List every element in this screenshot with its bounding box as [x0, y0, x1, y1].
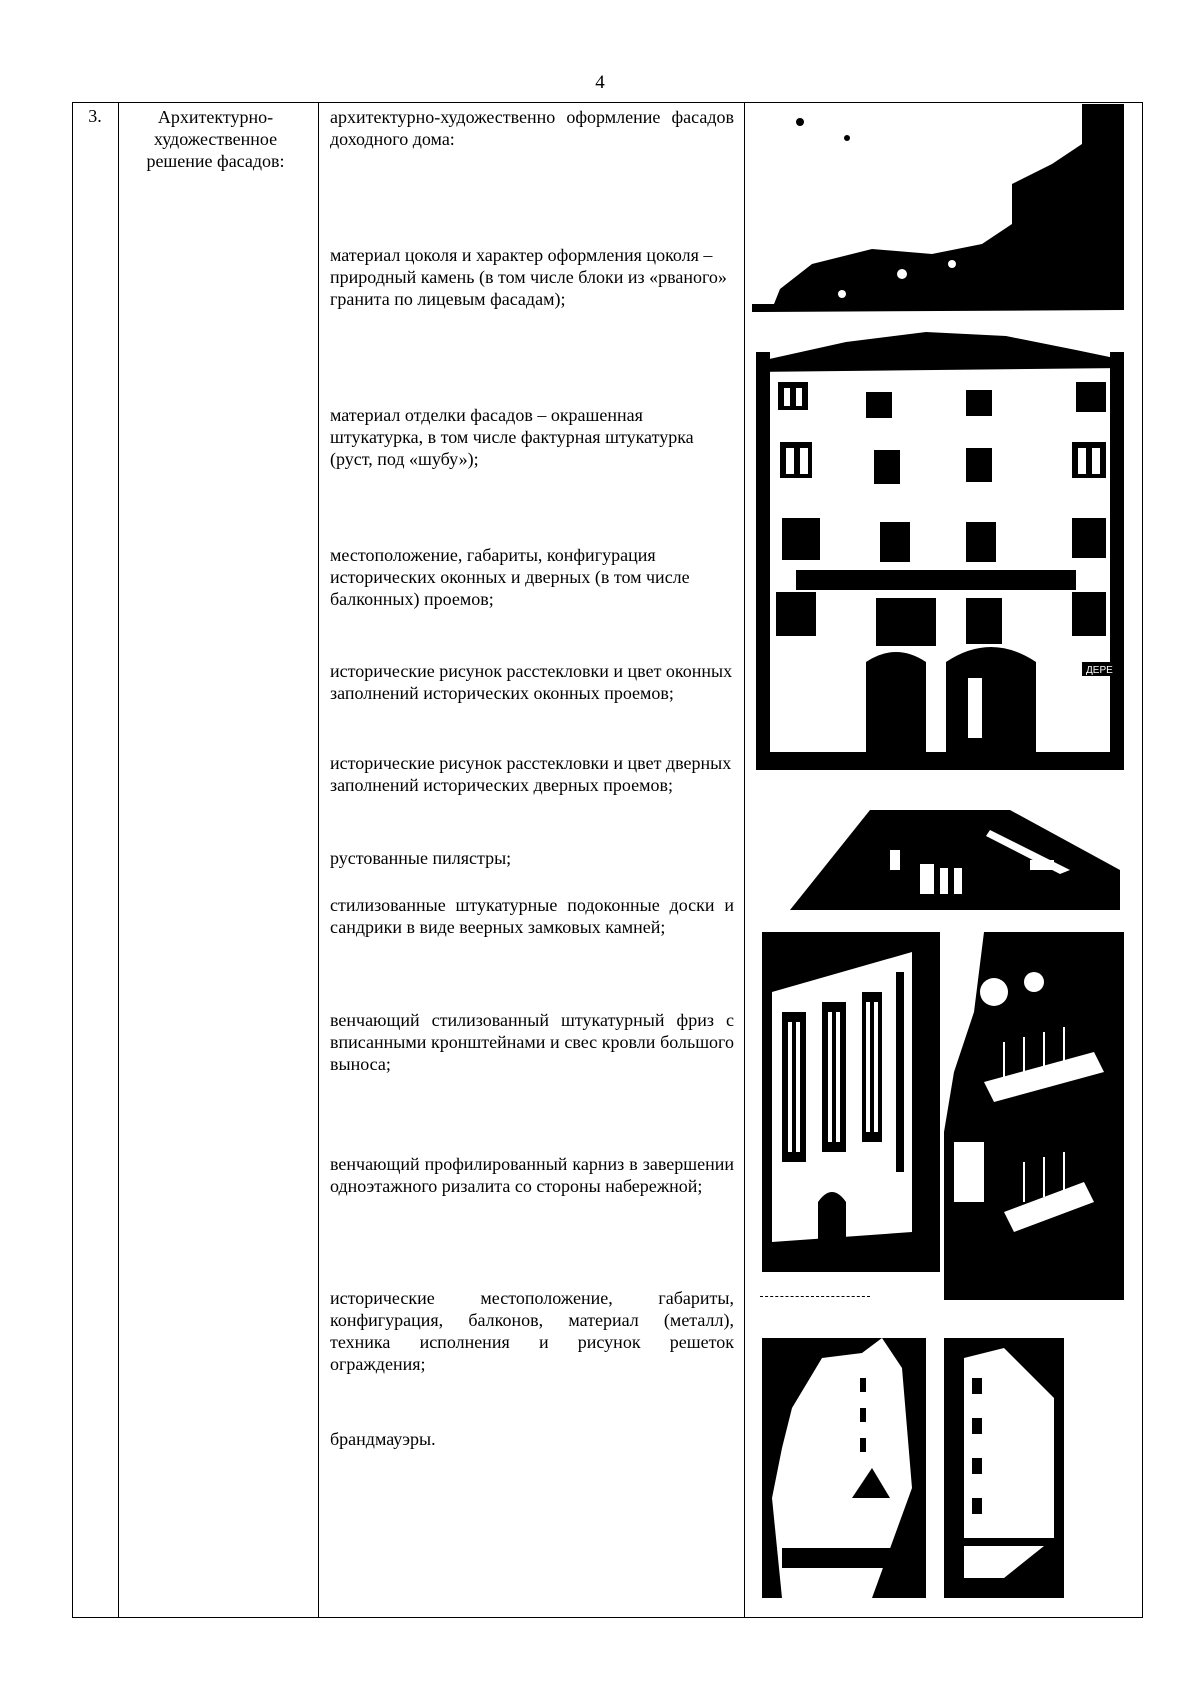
- photo-facade-angle: [762, 932, 940, 1272]
- photo-facade-top: [752, 104, 1124, 316]
- photo-facade-main: [756, 322, 1124, 770]
- description-item: стилизованные штукатурные подоконные доски и сандрики в виде веерных замковых камней;: [330, 895, 734, 937]
- description-item: венчающий профилированный карниз в завершении одноэтажного ризалита со стороны набережной;: [330, 1154, 734, 1196]
- description-item: рустованные пилястры;: [330, 848, 512, 868]
- photo-balconies: [944, 932, 1124, 1300]
- photo-firewall-right: [944, 1338, 1064, 1598]
- description-item: венчающий стилизованный штукатурный фриз с вписанными кронштейнами и свес кровли большого выноса;: [330, 1010, 734, 1074]
- photo-sign-text: ДЕРЕ: [1086, 665, 1113, 676]
- photo-firewall-left: [762, 1338, 926, 1598]
- row-name: Архитектурно-художественное решение фасадов:: [146, 107, 285, 171]
- page-number: 4: [595, 72, 605, 93]
- description-item: местоположение, габариты, конфигурация исторических оконных и дверных (в том числе балконных) проемов;: [330, 545, 690, 609]
- column-divider: [318, 102, 319, 1618]
- column-divider: [744, 102, 745, 1618]
- photo-caption-rule: [760, 1296, 870, 1297]
- description-item: исторические местоположение, габариты, конфигурация, балконов, материал (металл), техника исполнения и рисунок решеток ограждения;: [330, 1288, 734, 1374]
- description-item: материал отделки фасадов – окрашенная штукатурка, в том числе фактурная штукатурка (руст, под «шубу»);: [330, 405, 694, 469]
- description-item: материал цоколя и характер оформления цоколя – природный камень (в том числе блоки из «рваного» гранита по лицевым фасадам);: [330, 245, 727, 309]
- photo-cornice-detail: [790, 810, 1120, 910]
- description-item: брандмауэры.: [330, 1429, 436, 1449]
- column-divider: [118, 102, 119, 1618]
- description-item: исторические рисунок расстекловки и цвет оконных заполнений исторических оконных проемов;: [330, 661, 733, 703]
- description-item: архитектурно-художественно оформление фасадов доходного дома:: [330, 107, 734, 149]
- description-item: исторические рисунок расстекловки и цвет дверных заполнений исторических дверных проемов;: [330, 753, 732, 795]
- row-number: 3.: [88, 106, 102, 126]
